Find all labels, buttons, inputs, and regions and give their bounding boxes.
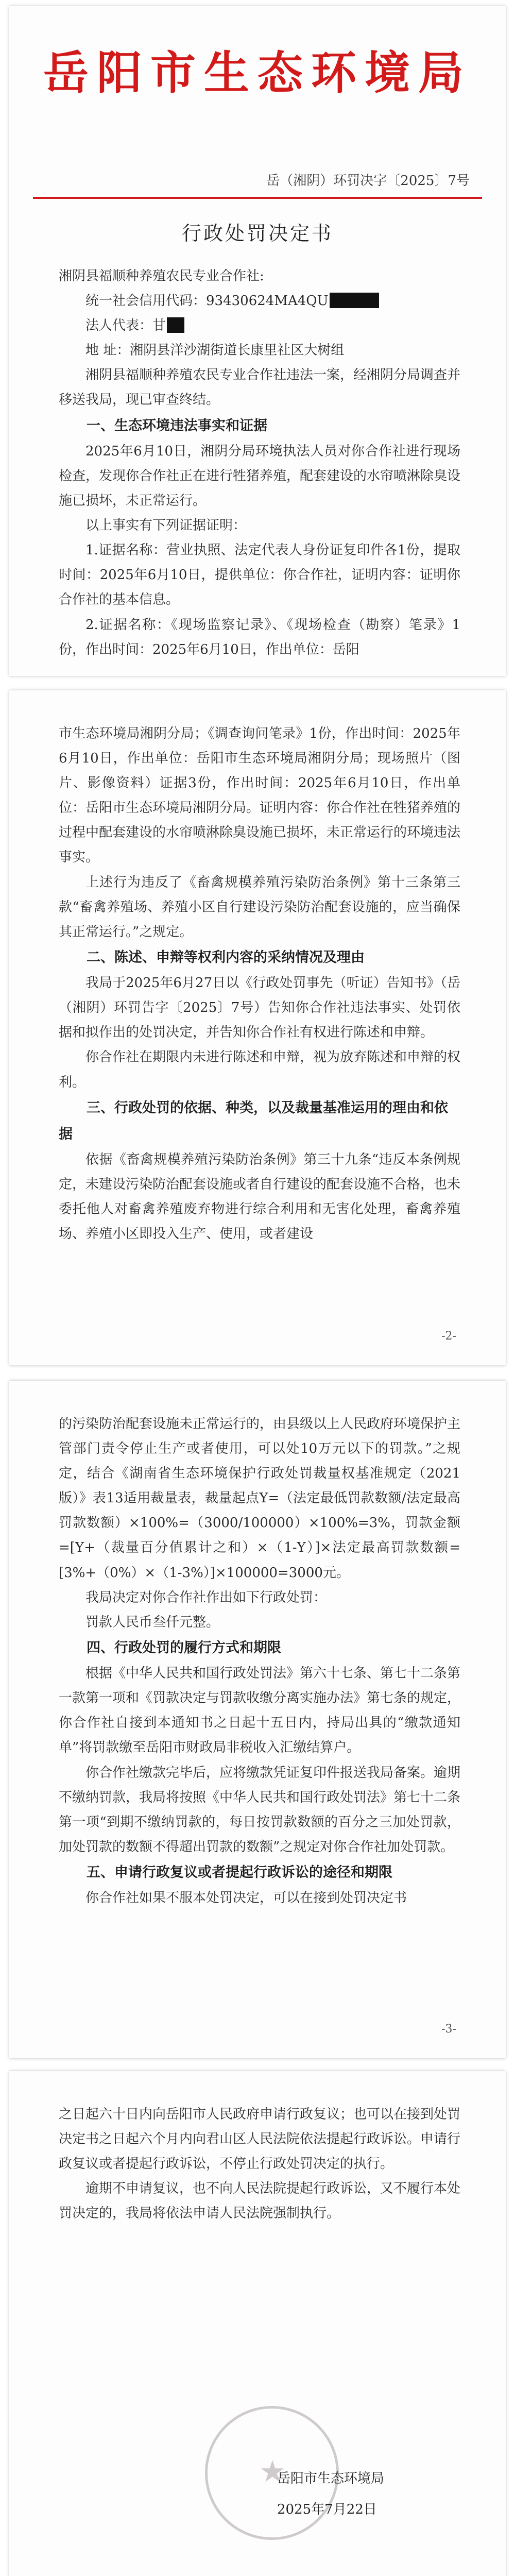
evidence-item-2: 2.证据名称：《现场监察记录》、《现场检查（勘察）笔录》1份，作出时间：2025年6月10日，作出单位：岳阳 [59,617,460,657]
decision-intro: 我局决定对你合作社作出如下行政处罚： [85,1589,327,1605]
page4-body [59,2102,460,2226]
appeal-paragraph: 你合作社如果不服本处罚决定，可以在接到处罚决定书 [85,1890,407,1906]
notice-paragraph: 我局于2025年6月27日以《行政处罚事先（听证）告知书》（岳（湘阴）环罚告字〔2025〕7号）告知你合作社违法事实、处罚依据和拟作出的处罚决定，并告知你合作社有权进行陈述和申辩。 [59,975,460,1041]
evidence-continued: 市生态环境局湘阴分局；《调查询问笔录》1份，作出时间：2025年6月10日，作出单位：岳阳市生态环境局湘阴分局；现场照片（图片、影像资料）证据3份，作出时间：2025年6月10日，作出单位：岳阳市生态环境局湘阴分局。证明内容：你合作社在牲猪养殖的过程中配套建设的水帘喷淋除臭设施已损坏，未正常运行的环境违法事实。 [59,726,461,866]
evidence-intro: 以上事实有下列证据证明： [85,518,247,534]
page2-body [59,721,460,1247]
party-name: 湘阴县福顺种养殖农民专业合作社: [59,268,264,284]
seal-star-icon: ★ [259,2454,286,2489]
document-page-3 [9,1381,506,2058]
document-page-2 [9,690,506,1365]
case-intro: 湘阴县福顺种养殖农民专业合作社违法一案，经湘阴分局调查并移送我局，现已审查终结。 [59,367,461,408]
waiver-paragraph: 你合作社在期限内未进行陈述和申辩，视为放弃陈述和申辩的权利。 [59,1049,461,1090]
section-heading-4: 四、行政处罚的履行方式和期限 [87,1639,281,1656]
appeal-continued: 之日起六十日内向岳阳市人民政府申请行政复议；也可以在接到处罚决定书之日起六个月内向君山区人民法院依法提起行政诉讼。申请行政复议或者提起行政诉讼，不停止行政处罚决定的执行。 [59,2107,461,2172]
page1-body [59,264,460,662]
evidence-item-1: 1.证据名称：营业执照、法定代表人身份证复印件各1份，提取时间：2025年6月10日，提供单位：你合作社，证明内容：证明你合作社的基本信息。 [59,543,460,608]
redaction-legal-rep [167,317,184,333]
document-page-4 [9,2071,506,2576]
page3-body [59,1412,460,1910]
payment-paragraph: 根据《中华人民共和国行政处罚法》第六十七条、第七十二条第一款第一项和《罚款决定与罚款收缴分离实施办法》第七条的规定，你合作社自接到本通知书之日起十五日内，持局出具的“缴款通知单”将罚款缴至岳阳市财政局非税收入汇缴结算户。 [59,1666,461,1756]
agency-title: 岳阳市生态环境局 [43,46,472,99]
party-credit-code: 统一社会信用代码：93430624MA4QU [59,289,460,313]
violation-paragraph: 上述行为违反了《畜禽规模养殖污染防治条例》第十三条第三款“畜禽养殖场、养殖小区自行建设污染防治配套设施的，应当确保其正常运行。”之规定。 [59,874,460,940]
red-divider [33,197,482,199]
signature-organization: 岳阳市生态环境局 [277,2471,385,2486]
late-payment-paragraph: 你合作社缴款完毕后，应将缴款凭证复印件报送我局备案。逾期不缴纳罚款，我局将按照《中华人民共和国行政处罚法》第七十二条第一项“到期不缴纳罚款的，每日按罚款数额的百分之三加处罚款，加处罚款的数额不得超出罚款的数额”之规定对你合作社加处罚款。 [59,1765,461,1855]
fact-paragraph: 2025年6月10日，湘阴分局环境执法人员对你合作社进行现场检查，发现你合作社正在进行牲猪养殖，配套建设的水帘喷淋除臭设施已损坏，未正常运行。 [59,443,461,509]
legal-basis-continued: 的污染防治配套设施未正常运行的，由县级以上人民政府环境保护主管部门责令停止生产或者使用，可以处10万元以下的罚款。”之规定，结合《湖南省生态环境保护行政处罚裁量权基准规定（2021版）》表13适用裁量表，裁量起点Y=（法定最低罚款数额/法定最高罚款数额）×100%=（3000/100000）×100%=3%，罚款金额=[Y+（裁量百分值累计之和）×（1-Y）]×法定最高罚款数额=[3%+（0%）×（1-3%）]×100000=3000元。 [59,1416,461,1581]
party-address: 地 址：湘阴县洋沙湖街道长康里社区大树组 [85,343,345,359]
page-number: -2- [441,1330,456,1343]
decision-paragraph: 罚款人民币叁仟元整。 [85,1614,220,1630]
section-heading-2: 二、陈述、申辩等权利内容的采纳情况及理由 [87,949,365,965]
party-legal-rep: 法人代表：甘 [59,313,460,338]
redaction-credit-code [330,293,379,308]
legal-basis-paragraph: 依据《畜禽规模养殖污染防治条例》第三十九条“违反本条例规定，未建设污染防治配套设施或者自行建设的配套设施不合格，也未委托他人对畜禽养殖废弃物进行综合利用和无害化处理，畜禽养殖场、养殖小区即投入生产、使用，或者建设 [59,1152,461,1242]
document-page-1 [9,6,506,676]
section-heading-5: 五、申请行政复议或者提起行政诉讼的途径和期限 [87,1864,392,1880]
enforcement-paragraph: 逾期不申请复议，也不向人民法院提起行政诉讼，又不履行本处罚决定的，我局将依法申请人民法院强制执行。 [59,2181,461,2222]
document-number: 岳（湘阴）环罚决字〔2025〕7号 [266,173,470,189]
document-title: 行政处罚决定书 [181,222,333,245]
section-heading-1: 一、生态环境违法事实和证据 [87,417,267,434]
section-heading-3: 三、行政处罚的依据、种类，以及裁量基准运用的理由和依据 [59,1099,448,1142]
page-number: -3- [441,2023,456,2036]
signature-date: 2025年7月22日 [277,2502,377,2517]
